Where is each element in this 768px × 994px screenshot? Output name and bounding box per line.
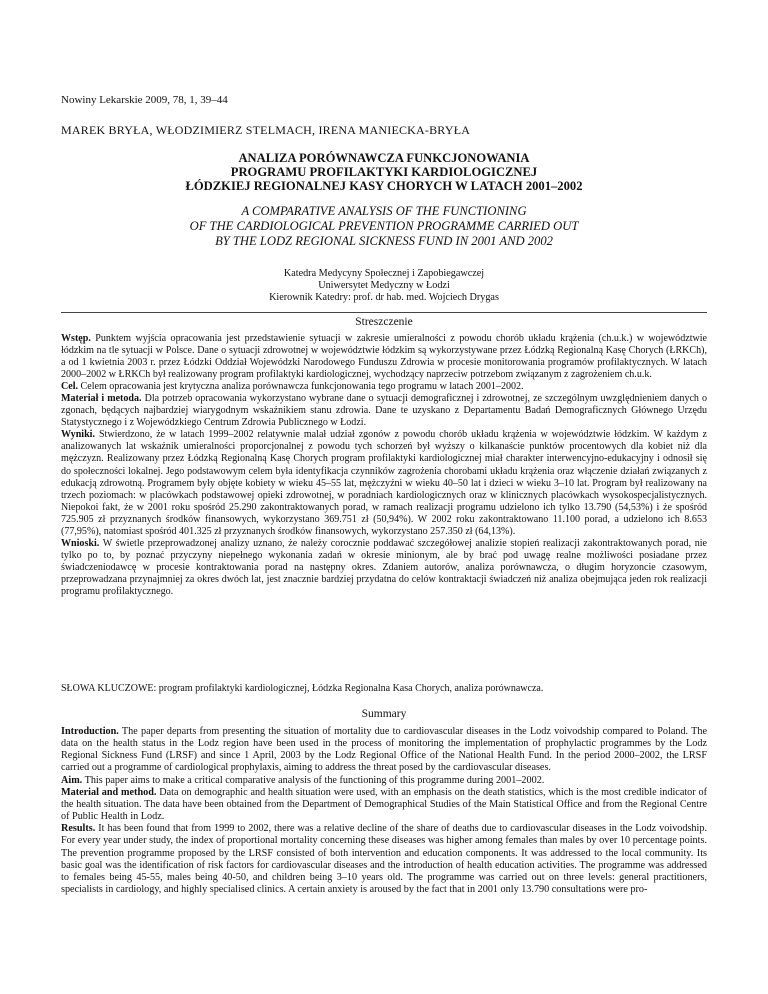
abstract-paragraph bbox=[61, 381, 707, 393]
section-label: Wstęp. bbox=[61, 333, 91, 344]
section-label: Results. bbox=[61, 823, 96, 835]
affiliation-line: Katedra Medycyny Społecznej i Zapobiegawczej bbox=[283, 268, 485, 279]
section-label: Material and method. bbox=[61, 786, 157, 798]
title-polish-line: ŁÓDZKIEJ REGIONALNEJ KASY CHORYCH W LATACH 2001–2002 bbox=[185, 179, 583, 193]
section-text: Stwierdzono, że w latach 1999–2002 relatywnie malał udział zgonów z powodu chorób układu krążenia w województwie łódzkim. W każdym z analizowanych lat wskaźnik umieralności proporcjonalnej z powodu tych schorzeń był wyższy o kilkanaście punktów procentowych dla kobiet niż dla mężczyzn. Realizowany przez Łódzką Regionalną Kasę Chorych program profilaktyki kardiologicznej miał charakter interwencyjno-edukacyjny i odnosił się do społeczności lokalnej. Jego podstawowym celem była identyfikacja czynników zagrożenia chorobami układu krążenia oraz włączenie działań związanych z edukacją zdrowotną. Programem były objęte kobiety w wieku 45–55 lat, mężczyźni w wieku 40–50 lat i dzieci w wieku 3–10 lat. Program był realizowany na trzech poziomach: w placówkach podstawowej opieki zdrowotnej, w poradniach kardiologicznych oraz w klinicznych placówkach wysokospecjalistycznych. Niepokoi fakt, że w 2001 roku spośród 25.290 zakontraktowanych porad, w ramach realizacji programu udzielono ich tylko 13.790 (54,53%) i że spośród 725.905 zł przyznanych środków finansowych, wykorzystano 369.751 zł (50,94%). W 2002 roku zakontraktowano 11.100 porad, a udzielono ich 8.653 (77,95%), natomiast spośród 401.325 zł przyznanych środków finansowych, wykorzystano 257.350 zł (64,13%). bbox=[61, 429, 707, 537]
section-text: W świetle przeprowadzonej analizy uznano, że należy corocznie poddawać szczegółowej analizie stopień realizacji zakontraktowanych porad, nie tylko po to, by poznać przyczyny niepełnego wykonania zadań w okresie minionym, ale by brać pod uwagę realne możliwości posiadane przez świadczeniodawcę w procesie kontraktowania porad na następny okres. Zdaniem autorów, analiza porównawcza, o długim horyzoncie czasowym, przeprowadzana przynajmniej za okres dwóch lat, jest znacznie bardziej przydatna do celów kontraktacji świadczeń niż analiza obejmująca jeden rok realizacji programu profilaktycznego. bbox=[61, 537, 707, 597]
abstract-paragraph bbox=[61, 823, 707, 896]
section-text: Dla potrzeb opracowania wykorzystano wybrane dane o sytuacji demograficznej i zdrowotnej, ze szczególnym uwzględnieniem danych o zgonach, będących najbardziej wiarygodnym wskaźnikiem stanu zdrowia. Dane te uzyskano z Departamentu Badań Demograficznych Głównego Urzędu Statystycznego i z Wojewódzkiego Centrum Zdrowia Publicznego w Łodzi. bbox=[61, 393, 708, 429]
section-text: Data on demographic and health situation were used, with an emphasis on the death statistics, which is the most credible indicator of the health situation. The data have been obtained from the Department of Demographical Studies of the Main Statistical Office and from the Regional Centre of Public Health in Lodz. bbox=[61, 786, 707, 823]
title-polish bbox=[61, 151, 707, 193]
abstract-paragraph bbox=[61, 429, 707, 537]
section-label: Wnioski. bbox=[61, 537, 100, 549]
section-text: The paper departs from presenting the situation of mortality due to cardiovascular diseases in the Lodz voivodship compared to Poland. The data on the health status in the Lodz region have been used in the process of monitoring the implementation of prophylactic programmes by the Lodz Regional Sickness Fund (LRSF) and since 1 April, 2003 by the Lodz Regional Office of the National Health Fund. In the period 2000–2002, the LRSF carried out a programme of cardiological prophylaxis, aiming to address the threat posed by the cardiovascular diseases. bbox=[61, 726, 707, 774]
streszczenie-heading: Streszczenie bbox=[355, 316, 413, 328]
section-text: Punktem wyjścia opracowania jest przedstawienie sytuacji w zakresie umieralności z powodu chorób układu krążenia (ch.u.k.) w województwie łódzkim na tle sytuacji w Polsce. Dane o sytuacji zdrowotnej w województwie łódzkim są wykorzystywane przez Łódzką Regionalną Kasę Chorych (ŁRKCh), a od 1 kwietnia 2003 r. przez Łódzki Oddział Wojewódzki Narodowego Funduszu Zdrowia w procesie monitorowania programów profilaktycznych. W latach 2000–2002 w ŁRKCh był realizowany program profilaktyki kardiologicznej, wychodzący naprzeciw potrzebom związanym z zagrożeniem ch.u.k. bbox=[61, 333, 707, 381]
journal-reference: Nowiny Lekarskie 2009, 78, 1, 39–44 bbox=[61, 94, 228, 106]
affiliation-line: Kierownik Katedry: prof. dr hab. med. Wojciech Drygas bbox=[269, 292, 499, 303]
title-english-line: A COMPARATIVE ANALYSIS OF THE FUNCTIONING bbox=[241, 204, 527, 218]
keywords: SŁOWA KLUCZOWE: program profilaktyki kardiologicznej, Łódzka Regionalna Kasa Chorych, analiza porównawcza. bbox=[61, 683, 544, 694]
title-polish-line: PROGRAMU PROFILAKTYKI KARDIOLOGICZNEJ bbox=[230, 165, 538, 179]
section-label: Cel. bbox=[61, 381, 79, 393]
section-text: Celem opracowania jest krytyczna analiza porównawcza funkcjonowania tego programu w latach 2001–2002. bbox=[80, 381, 524, 393]
author-list: MAREK BRYŁA, WŁODZIMIERZ STELMACH, IRENA MANIECKA-BRYŁA bbox=[61, 123, 471, 137]
affiliation bbox=[61, 268, 707, 304]
section-text: This paper aims to make a critical comparative analysis of the functioning of this programme during 2001–2002. bbox=[84, 774, 545, 786]
affiliation-line: Uniwersytet Medyczny w Łodzi bbox=[318, 280, 450, 291]
section-label: Materiał i metoda. bbox=[61, 393, 142, 405]
divider-rule bbox=[61, 312, 707, 313]
abstract-paragraph bbox=[61, 726, 707, 775]
abstract-english bbox=[61, 726, 707, 896]
section-text: It has been found that from 1999 to 2002, there was a relative decline of the share of deaths due to cardiovascular diseases in the Lodz voivodship. For every year under study, the index of proportional mortality concerning these diseases was higher among females than males by over 10 percentage points. The prevention programme proposed by the LRSF consisted of both intervention and education components. It was addressed to the local community. Its basic goal was the identification of risk factors for cardiovascular diseases and the introduction of health education activities. The programme was addressed to females being 45-55, males being 40-50, and children being 3–10 years old. The programme was carried out on three levels: general practitioners, specialists in cardiology, and highly specialised clinics. A certain anxiety is aroused by the fact that in 2001 only 13.790 consultations were pro- bbox=[61, 823, 708, 896]
abstract-paragraph bbox=[61, 538, 707, 598]
abstract-polish bbox=[61, 333, 707, 598]
title-english bbox=[61, 204, 707, 249]
abstract-paragraph bbox=[61, 787, 707, 823]
section-label: Wyniki. bbox=[61, 429, 95, 441]
abstract-paragraph bbox=[61, 333, 707, 381]
title-english-line: BY THE LODZ REGIONAL SICKNESS FUND IN 2001 AND 2002 bbox=[215, 234, 553, 248]
summary-heading: Summary bbox=[361, 708, 407, 720]
abstract-paragraph bbox=[61, 393, 707, 429]
section-label: Introduction. bbox=[61, 726, 119, 737]
title-polish-line: ANALIZA PORÓWNAWCZA FUNKCJONOWANIA bbox=[238, 151, 530, 165]
abstract-paragraph bbox=[61, 775, 707, 787]
title-english-line: OF THE CARDIOLOGICAL PREVENTION PROGRAMME CARRIED OUT bbox=[189, 219, 579, 233]
section-label: Aim. bbox=[61, 774, 83, 786]
